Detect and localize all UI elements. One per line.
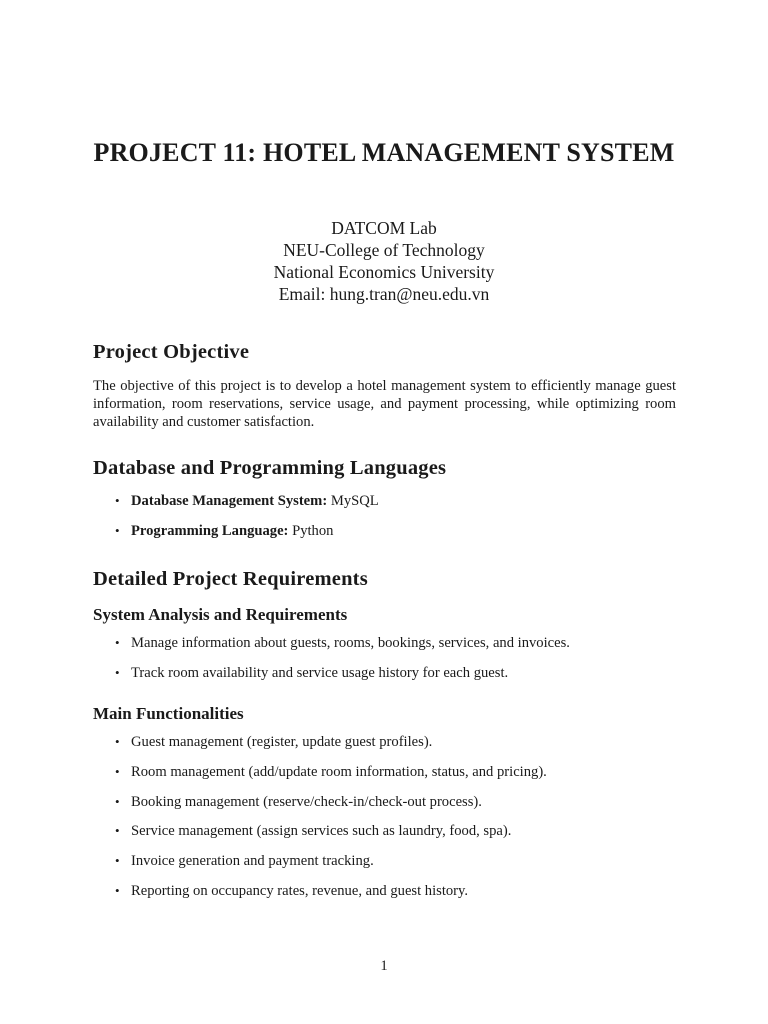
list-item-text: Track room availability and service usage history for each guest. bbox=[131, 664, 509, 681]
list-item-text: Guest management (register, update guest profiles). bbox=[131, 734, 433, 750]
document-title: PROJECT 11: HOTEL MANAGEMENT SYSTEM bbox=[93, 138, 675, 167]
list-item-text: Manage information about guests, rooms, bookings, services, and invoices. bbox=[131, 635, 570, 651]
bullet-icon: • bbox=[115, 493, 120, 508]
author-email: Email: hung.tran@neu.edu.vn bbox=[278, 284, 490, 304]
list-item-text: Booking management (reserve/check-in/check-out process). bbox=[131, 793, 482, 810]
heading-main-functionalities: Main Functionalities bbox=[93, 704, 244, 723]
author-college: NEU-College of Technology bbox=[283, 240, 485, 260]
bullet-icon: • bbox=[115, 793, 120, 809]
bullet-icon: • bbox=[115, 522, 120, 538]
list-item bbox=[93, 634, 693, 652]
list-item-label: Programming Language: bbox=[131, 522, 289, 539]
functionalities-list bbox=[93, 733, 693, 912]
heading-project-objective: Project Objective bbox=[93, 341, 250, 363]
author-block bbox=[60, 217, 708, 305]
list-item bbox=[93, 763, 693, 781]
bullet-icon: • bbox=[115, 882, 120, 898]
list-item bbox=[93, 733, 693, 751]
author-lab: DATCOM Lab bbox=[331, 218, 437, 238]
bullet-icon: • bbox=[115, 853, 120, 869]
list-item-text: Room management (add/update room information, status, and pricing). bbox=[131, 763, 547, 780]
analysis-list bbox=[93, 634, 693, 694]
list-item bbox=[93, 492, 693, 510]
author-university: National Economics University bbox=[273, 262, 495, 282]
heading-database-languages: Database and Programming Languages bbox=[93, 457, 447, 479]
heading-detailed-requirements: Detailed Project Requirements bbox=[93, 568, 368, 590]
list-item bbox=[93, 822, 693, 840]
objective-paragraph: The objective of this project is to develop a hotel management system to efficiently manage guest information, room reservations, service usage, and payment processing, while optimizing room availability and customer satisfaction. bbox=[93, 378, 676, 430]
list-item bbox=[93, 852, 693, 870]
list-item-label: Database Management System: bbox=[131, 493, 328, 509]
list-item-text: Service management (assign services such as laundry, food, spa). bbox=[131, 823, 512, 840]
heading-system-analysis: System Analysis and Requirements bbox=[93, 605, 348, 624]
list-item-value: Python bbox=[292, 522, 334, 539]
list-item-text: Invoice generation and payment tracking. bbox=[131, 853, 374, 870]
bullet-icon: • bbox=[115, 635, 120, 650]
list-item bbox=[93, 882, 693, 900]
bullet-icon: • bbox=[115, 823, 120, 839]
bullet-icon: • bbox=[115, 664, 120, 680]
page-number: 1 bbox=[380, 958, 388, 974]
list-item-text: Reporting on occupancy rates, revenue, and guest history. bbox=[131, 882, 469, 899]
list-item bbox=[93, 522, 693, 540]
list-item-value: MySQL bbox=[330, 493, 379, 509]
bullet-icon: • bbox=[115, 734, 120, 749]
list-item bbox=[93, 664, 693, 682]
languages-list bbox=[93, 492, 693, 552]
list-item bbox=[93, 793, 693, 811]
bullet-icon: • bbox=[115, 763, 120, 779]
